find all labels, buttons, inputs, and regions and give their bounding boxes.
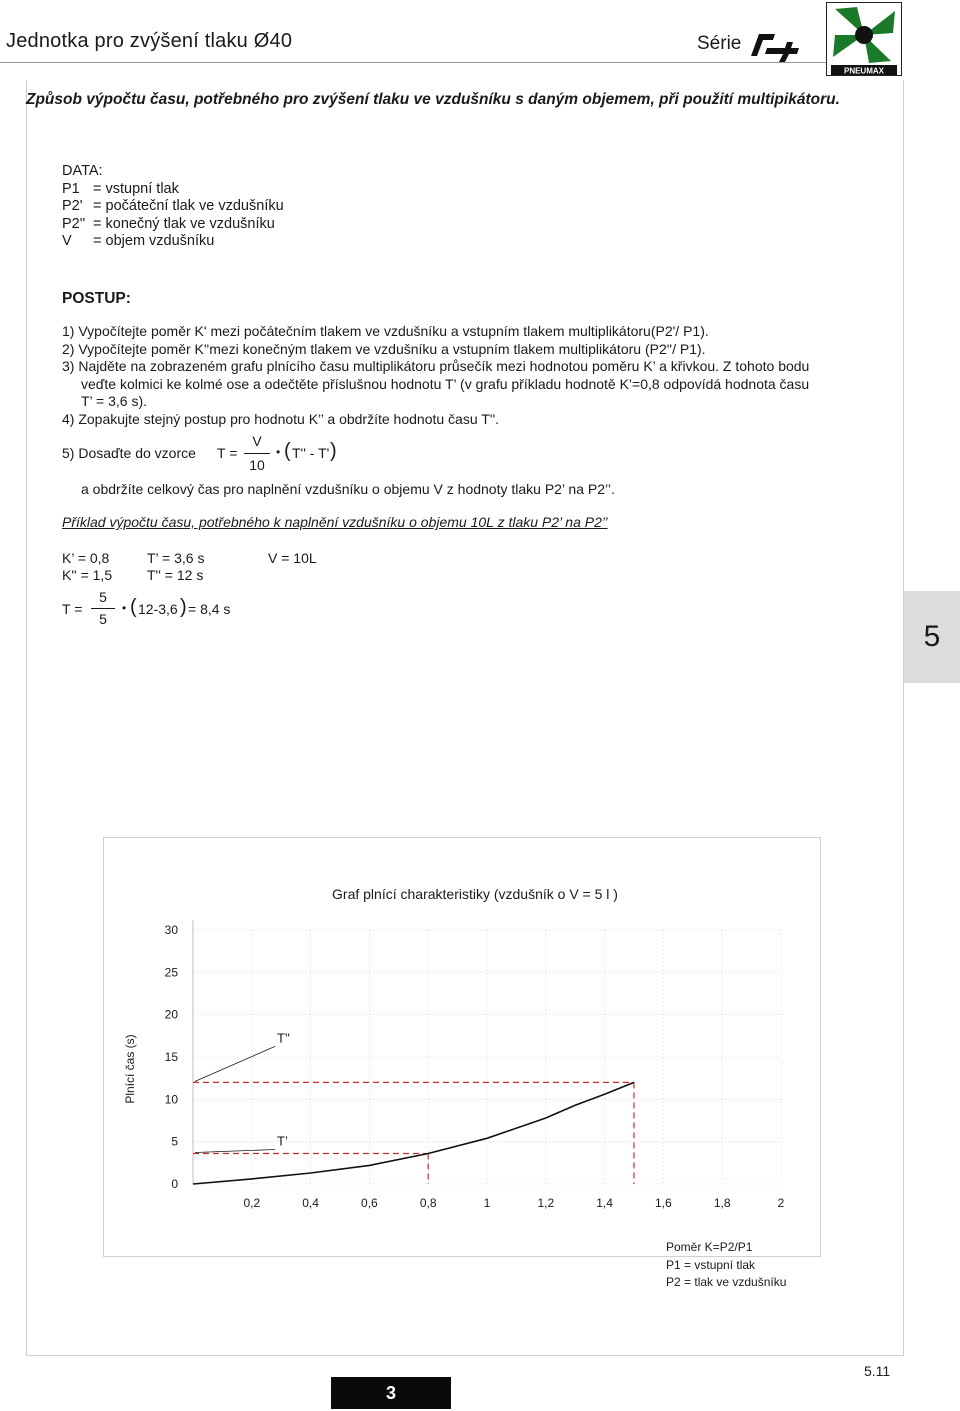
y-tick-label: 20 — [164, 1007, 178, 1022]
y-tick-label: 30 — [164, 923, 178, 937]
example-t2: T'' = 12 s — [147, 567, 204, 583]
data-title: DATA: — [62, 163, 103, 179]
x-tick-label: 1,8 — [713, 1196, 731, 1210]
data-item: V = objem vzdušníku — [62, 233, 215, 249]
y-tick-label: 10 — [164, 1092, 178, 1107]
y-tick-label: 5 — [171, 1134, 178, 1149]
example-calc-numerator: 5 — [99, 589, 107, 605]
formula-denominator: 10 — [249, 457, 265, 473]
example-volume: V = 10L — [268, 550, 317, 566]
x-tick-label: 0,8 — [419, 1196, 437, 1210]
step-5-result: a obdržíte celkový čas pro naplnění vzdušníku o objemu V z hodnoty tlaku P2’ na P2’’. — [81, 481, 615, 497]
page-reference: 5.11 — [864, 1363, 891, 1379]
y-tick-label: 25 — [164, 965, 178, 980]
example-paren-open: ( — [130, 596, 137, 618]
data-item: P2' = počáteční tlak ve vzdušníku — [62, 198, 284, 214]
chart-annotations — [195, 1030, 290, 1152]
x-tick-label: 0,4 — [302, 1196, 319, 1210]
pinwheel-logo-icon — [827, 3, 901, 75]
series-line — [193, 1082, 634, 1184]
x-tick-label: 0,6 — [361, 1196, 378, 1210]
formula-lhs: T = — [217, 445, 238, 461]
example-fraction-bar — [91, 608, 115, 609]
example-k2: K'' = 1,5 — [62, 567, 113, 583]
step-4: 4) Zopakujte stejný postup pro hodnotu K’’ a obdržíte hodnotu času T''. — [62, 410, 500, 427]
annotation-label: T’ — [277, 1133, 288, 1149]
example-calc-difference: 12-3,6 — [138, 601, 178, 617]
page-number: 3 — [331, 1377, 451, 1409]
data-section — [62, 163, 284, 251]
header-rule — [0, 62, 826, 63]
example-paren-close: ) — [180, 596, 187, 618]
x-tick-label: 2 — [777, 1196, 785, 1210]
annotation-label: T'' — [277, 1030, 290, 1046]
example-title: Příklad výpočtu času, potřebného k naplnění vzdušníku o objemu 10L z tlaku P2’ na P2’’ — [62, 514, 608, 530]
procedure-title: POSTUP: — [62, 290, 131, 307]
example-calc-denominator: 5 — [99, 611, 107, 627]
step-1: 1) Vypočítejte poměr K' mezi počátečním tlakem ve vzdušníku a vstupním tlakem multiplikátoru(P2'/ P1). — [62, 323, 709, 339]
legend-p1: P1 = vstupní tlak — [666, 1257, 756, 1272]
series-label: Série — [697, 33, 742, 54]
step-5: 5) Dosaďte do vzorce — [62, 445, 196, 461]
x-tick-label: 0,2 — [243, 1196, 261, 1210]
formula-numerator: V — [252, 433, 262, 449]
brand-name: PNEUMAX — [843, 66, 885, 75]
formula-fraction-bar — [244, 453, 270, 454]
example-calc-result: = 8,4 s — [188, 601, 231, 617]
step-2: 2) Vypočítejte poměr K''mezi konečným tlakem ve vzdušníku a vstupním tlakem multiplikátoru (P2''/ P1). — [62, 340, 706, 357]
procedure-steps — [62, 323, 892, 428]
chart-guides — [193, 1082, 634, 1184]
step-3-cont: T’ = 3,6 s). — [81, 393, 148, 409]
chart-title: Graf plnící charakteristiky (vzdušník o V = 5 l ) — [332, 886, 618, 902]
series-logo-icon — [745, 26, 801, 62]
formula-dot: • — [276, 445, 281, 459]
document-title: Jednotka pro zvýšení tlaku Ø40 — [6, 30, 293, 52]
chart-ticks — [165, 923, 785, 1210]
x-tick-label: 1,6 — [655, 1196, 672, 1210]
filling-chart — [103, 837, 821, 1257]
step-3: 3) Najděte na zobrazeném grafu plnícího času multiplikátoru průsečík mezi hodnotou poměru K’ a křivkou. Z tohoto bodu — [62, 358, 810, 374]
pneumax-logo — [826, 2, 902, 76]
data-item: P1 = vstupní tlak — [62, 180, 179, 197]
data-item: P2'' = konečný tlak ve vzdušníku — [62, 215, 275, 232]
chapter-tab: 5 — [904, 591, 960, 683]
section-heading: Způsob výpočtu času, potřebného pro zvýšení tlaku ve vzdušníku s daným objemem, při použití multipikátoru. — [26, 91, 840, 108]
formula-difference: T'' - T' — [292, 445, 330, 461]
legend-p2: P2 = tlak ve vzdušníku — [666, 1275, 787, 1289]
annotation-leader — [195, 1046, 275, 1081]
annotation-leader — [195, 1150, 275, 1153]
y-tick-label: 0 — [171, 1177, 178, 1191]
legend-ratio: Poměr K=P2/P1 — [666, 1240, 753, 1254]
example-calc-lhs: T = — [62, 601, 83, 617]
example-calc-dot: • — [122, 601, 127, 615]
chart-legend — [666, 1239, 786, 1292]
x-tick-label: 1,2 — [537, 1196, 555, 1210]
example-t1: T’ = 3,6 s — [147, 550, 205, 566]
chart-points — [193, 1082, 634, 1184]
x-tick-label: 1,4 — [596, 1196, 613, 1210]
y-axis-label: Plnící čas (s) — [123, 1034, 137, 1104]
y-tick-label: 15 — [164, 1050, 178, 1064]
example-k1: K’ = 0,8 — [62, 550, 110, 566]
formula-paren-open: ( — [284, 440, 291, 462]
step-3-cont: veďte kolmici ke kolmé ose a odečtěte příslušnou hodnotu T’ (v grafu příkladu hodnotě K’=0,8 odpovídá hodnota času — [81, 375, 810, 392]
formula-paren-close: ) — [330, 440, 337, 462]
x-tick-label: 1 — [483, 1196, 491, 1210]
